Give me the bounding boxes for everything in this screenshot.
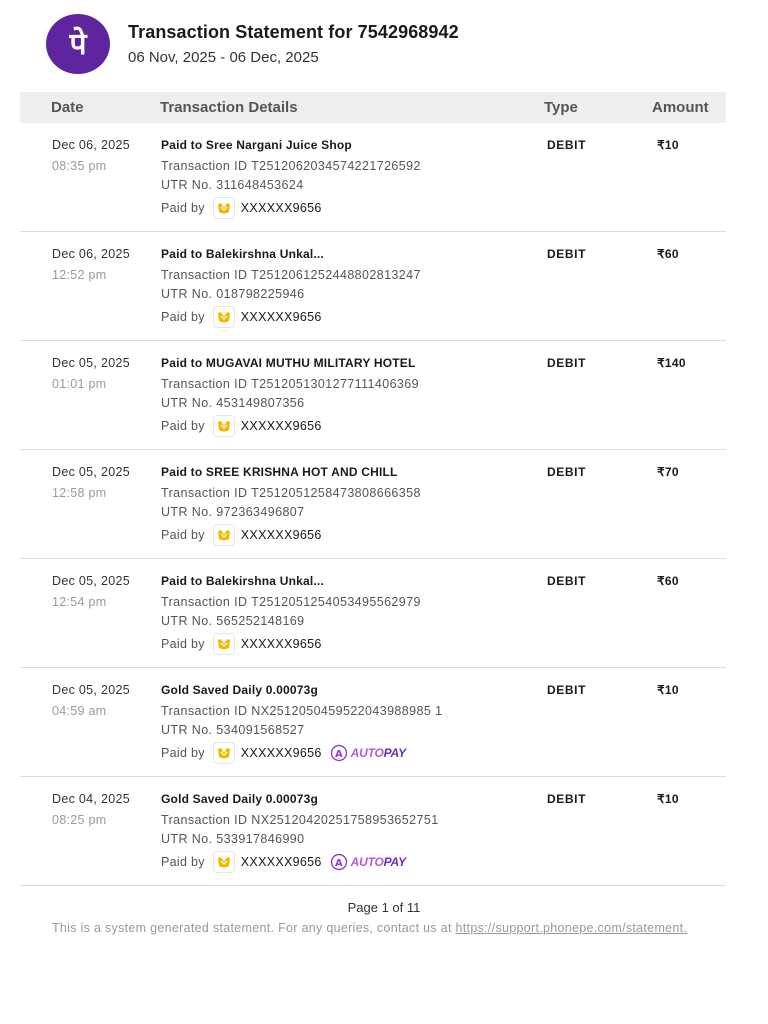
row-type: DEBIT: [547, 138, 586, 152]
table-row: [20, 777, 726, 886]
bank-icon: [213, 742, 235, 764]
row-title: Gold Saved Daily 0.00073g: [161, 683, 319, 697]
bank-icon: [213, 851, 235, 873]
table-header: [20, 92, 726, 123]
row-date: Dec 05, 2025: [52, 465, 130, 479]
paid-by-label: Paid by: [161, 419, 205, 433]
row-paid-by: [161, 742, 406, 764]
row-type: DEBIT: [547, 247, 586, 261]
row-transaction-id: Transaction ID NX25120420251758953652751: [161, 813, 439, 827]
row-utr: UTR No. 311648453624: [161, 178, 304, 192]
row-type: DEBIT: [547, 792, 586, 806]
table-row: [20, 668, 726, 777]
row-amount: ₹140: [657, 356, 686, 370]
row-amount: ₹10: [657, 792, 679, 806]
row-transaction-id: Transaction ID T2512062034574221726592: [161, 159, 421, 173]
row-utr: UTR No. 533917846990: [161, 832, 305, 846]
row-utr: UTR No. 565252148169: [161, 614, 305, 628]
statement-title: Transaction Statement for 7542968942: [128, 22, 459, 42]
row-transaction-id: Transaction ID T2512051254053495562979: [161, 595, 421, 609]
footer-note: [52, 921, 687, 935]
row-transaction-id: Transaction ID T2512051258473808666358: [161, 486, 421, 500]
row-utr: UTR No. 972363496807: [161, 505, 305, 519]
bank-icon: [213, 524, 235, 546]
support-link[interactable]: https://support.phonepe.com/statement.: [455, 921, 688, 935]
row-title: Paid to Sree Nargani Juice Shop: [161, 138, 352, 152]
row-type: DEBIT: [547, 356, 586, 370]
row-utr: UTR No. 018798225946: [161, 287, 305, 301]
row-time: 08:25 pm: [52, 813, 107, 827]
account-number: XXXXXX9656: [240, 201, 322, 215]
account-number: XXXXXX9656: [240, 310, 322, 324]
row-time: 12:52 pm: [52, 268, 107, 282]
row-paid-by: [161, 197, 322, 219]
page-indicator: Page 1 of 11: [347, 900, 421, 915]
row-time: 08:35 pm: [52, 159, 107, 173]
row-amount: ₹70: [657, 465, 679, 479]
row-amount: ₹10: [657, 683, 679, 697]
table-row: [20, 123, 726, 232]
bank-icon: [213, 197, 235, 219]
row-time: 01:01 pm: [52, 377, 107, 391]
table-row: [20, 341, 726, 450]
row-utr: UTR No. 534091568527: [161, 723, 305, 737]
svg-text:पे: पे: [69, 27, 87, 62]
row-paid-by: [161, 851, 406, 873]
paid-by-label: Paid by: [161, 746, 205, 760]
transaction-list: [20, 123, 726, 886]
row-date: Dec 06, 2025: [52, 247, 130, 261]
autopay-prefix: AUTO: [350, 746, 384, 760]
row-paid-by: [161, 415, 322, 437]
table-row: [20, 559, 726, 668]
statement-header: [46, 14, 459, 74]
autopay-prefix: AUTO: [350, 855, 384, 869]
statement-date-range: 06 Nov, 2025 - 06 Dec, 2025: [128, 49, 319, 66]
table-row: [20, 232, 726, 341]
column-header-amount: Amount: [652, 99, 709, 116]
paid-by-label: Paid by: [161, 201, 205, 215]
bank-icon: [213, 633, 235, 655]
paid-by-label: Paid by: [161, 637, 205, 651]
row-date: Dec 06, 2025: [52, 138, 130, 152]
row-time: 12:58 pm: [52, 486, 107, 500]
autopay-suffix: PAY: [383, 855, 406, 869]
table-row: [20, 450, 726, 559]
paid-by-label: Paid by: [161, 310, 205, 324]
row-title: Paid to Balekirshna Unkal...: [161, 574, 324, 588]
row-time: 12:54 pm: [52, 595, 107, 609]
row-title: Paid to Balekirshna Unkal...: [161, 247, 324, 261]
row-title: Paid to MUGAVAI MUTHU MILITARY HOTEL: [161, 356, 416, 370]
bank-icon: [213, 306, 235, 328]
row-date: Dec 04, 2025: [52, 792, 130, 806]
account-number: XXXXXX9656: [240, 855, 322, 869]
svg-text:A: A: [334, 748, 343, 760]
row-transaction-id: Transaction ID T2512061252448802813247: [161, 268, 421, 282]
row-paid-by: [161, 633, 322, 655]
row-utr: UTR No. 453149807356: [161, 396, 305, 410]
row-title: Paid to SREE KRISHNA HOT AND CHILL: [161, 465, 398, 479]
column-header-type: Type: [544, 99, 578, 116]
row-date: Dec 05, 2025: [52, 574, 130, 588]
account-number: XXXXXX9656: [240, 528, 322, 542]
row-time: 04:59 am: [52, 704, 107, 718]
account-number: XXXXXX9656: [240, 419, 322, 433]
column-header-date: Date: [51, 99, 84, 116]
row-transaction-id: Transaction ID T2512051301277111406369: [161, 377, 419, 391]
row-amount: ₹60: [657, 574, 679, 588]
autopay-suffix: PAY: [383, 746, 406, 760]
row-type: DEBIT: [547, 683, 586, 697]
row-type: DEBIT: [547, 465, 586, 479]
row-amount: ₹60: [657, 247, 679, 261]
autopay-icon: [330, 744, 348, 762]
row-type: DEBIT: [547, 574, 586, 588]
row-title: Gold Saved Daily 0.00073g: [161, 792, 319, 806]
row-paid-by: [161, 524, 322, 546]
row-date: Dec 05, 2025: [52, 683, 130, 697]
autopay-badge: [330, 853, 406, 871]
phonepe-logo: [46, 14, 110, 74]
account-number: XXXXXX9656: [240, 637, 322, 651]
paid-by-label: Paid by: [161, 528, 205, 542]
autopay-icon: [330, 853, 348, 871]
footer-note-text: This is a system generated statement. For any queries, contact us at: [52, 921, 456, 935]
row-transaction-id: Transaction ID NX2512050459522043988985 1: [161, 704, 443, 718]
row-date: Dec 05, 2025: [52, 356, 130, 370]
paid-by-label: Paid by: [161, 855, 205, 869]
svg-text:A: A: [334, 857, 343, 869]
row-amount: ₹10: [657, 138, 679, 152]
row-paid-by: [161, 306, 322, 328]
bank-icon: [213, 415, 235, 437]
autopay-badge: [330, 744, 406, 762]
column-header-details: Transaction Details: [160, 99, 298, 116]
account-number: XXXXXX9656: [240, 746, 322, 760]
